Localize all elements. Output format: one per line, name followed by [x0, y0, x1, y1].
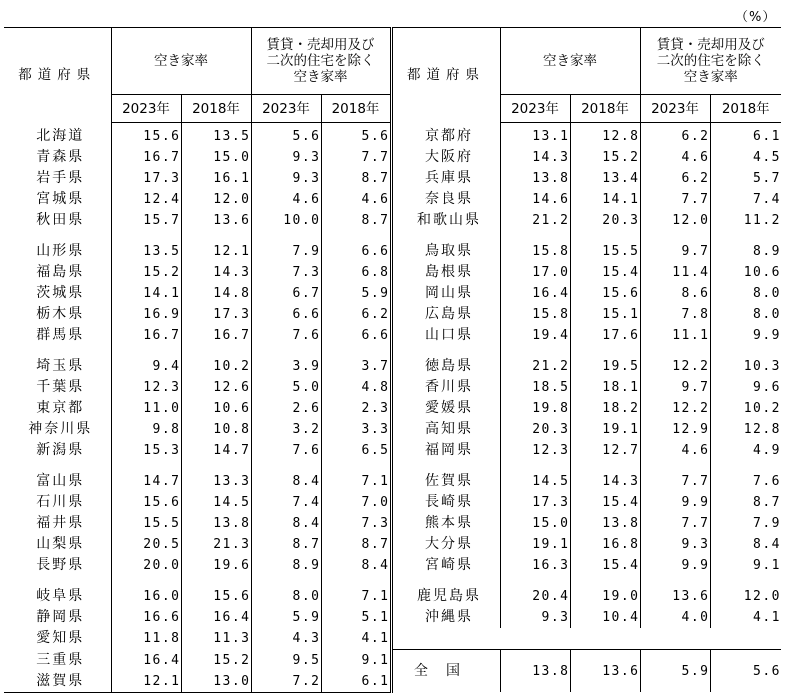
- vacancy-2018: 15.0: [181, 147, 251, 168]
- vacancy-2023: 16.4: [500, 283, 570, 304]
- excluding-2023: 12.0: [640, 210, 710, 231]
- excluding-2018: 6.2: [321, 304, 391, 325]
- table-row: [4, 304, 781, 325]
- unit-label: （%）: [735, 10, 777, 25]
- excluding-2023: 8.4: [251, 461, 321, 492]
- prefecture-name: 三重県: [36, 651, 85, 668]
- header-prefecture-right: 都道府県: [391, 28, 500, 123]
- excluding-2018: 3.7: [321, 346, 391, 377]
- vacancy-2018: 15.4: [570, 262, 640, 283]
- vacancy-2018: 19.1: [570, 419, 640, 440]
- excluding-2023: 5.6: [251, 123, 321, 148]
- excluding-2023: 7.6: [251, 440, 321, 461]
- excluding-2018: 8.0: [710, 304, 781, 325]
- excluding-2023: 11.1: [640, 325, 710, 346]
- excluding-2018: 8.7: [321, 210, 391, 231]
- vacancy-2018: 11.3: [181, 628, 251, 650]
- prefecture-name: 群馬県: [36, 327, 85, 343]
- vacancy-2018: 12.7: [570, 440, 640, 461]
- vacancy-2018: 14.3: [570, 461, 640, 492]
- excluding-2023: 6.6: [251, 304, 321, 325]
- vacancy-2023: 15.2: [111, 262, 181, 283]
- table-row: [4, 147, 781, 168]
- vacancy-2018: 16.4: [181, 607, 251, 628]
- excluding-2023: 7.9: [251, 231, 321, 262]
- excluding-2023: 8.6: [640, 283, 710, 304]
- excluding-2018: 8.4: [321, 555, 391, 576]
- vacancy-2023: 20.4: [500, 576, 570, 607]
- header-year-2023: 2023年: [640, 95, 710, 123]
- excluding-2023: 9.7: [640, 377, 710, 398]
- vacancy-2023: 11.0: [111, 398, 181, 419]
- excluding-2018: 7.9: [710, 513, 781, 534]
- excluding-2023: 5.9: [251, 607, 321, 628]
- vacancy-2018: 19.6: [181, 555, 251, 576]
- table-row: [4, 262, 781, 283]
- prefecture-name: 鳥取県: [391, 231, 500, 262]
- table-row: [4, 377, 781, 398]
- table-row: [4, 650, 781, 671]
- vacancy-2023: 17.0: [500, 262, 570, 283]
- header-excluding-rate-left: 賃貸・売却用及び 二次的住宅を除く 空き家率: [251, 28, 391, 95]
- vacancy-2023: 12.3: [500, 440, 570, 461]
- excluding-2023: 9.9: [640, 555, 710, 576]
- excluding-2018: 2.3: [321, 398, 391, 419]
- excluding-2018: 8.4: [710, 534, 781, 555]
- excluding-2018: 4.6: [321, 189, 391, 210]
- excluding-2023: 7.2: [251, 671, 321, 693]
- excluding-2018: 12.0: [710, 576, 781, 607]
- table-body: [4, 123, 781, 693]
- vacancy-2023: 20.5: [111, 534, 181, 555]
- prefecture-name: 大分県: [391, 534, 500, 555]
- excluding-2023: 4.3: [251, 628, 321, 650]
- vacancy-2023: 14.6: [500, 189, 570, 210]
- excluding-2023: 12.9: [640, 419, 710, 440]
- national-excluding-2018: 5.6: [710, 650, 781, 693]
- table-row: [4, 346, 781, 377]
- table-row: [4, 607, 781, 628]
- vacancy-2023: 15.8: [500, 231, 570, 262]
- excluding-2018: 7.3: [321, 513, 391, 534]
- vacancy-2018: 14.5: [181, 492, 251, 513]
- table-row: [4, 210, 781, 231]
- excluding-2023: 7.7: [640, 189, 710, 210]
- prefecture-name: 北海道: [36, 127, 85, 144]
- prefecture-name: 長崎県: [391, 492, 500, 513]
- vacancy-2023: 18.5: [500, 377, 570, 398]
- table-row: [4, 534, 781, 555]
- vacancy-2023: 14.7: [111, 461, 181, 492]
- blank-cell: [391, 628, 781, 650]
- excluding-2018: 7.4: [710, 189, 781, 210]
- vacancy-2018: 16.7: [181, 325, 251, 346]
- excluding-2018: 6.1: [321, 671, 391, 693]
- prefecture-name: 広島県: [391, 304, 500, 325]
- table-row: [4, 440, 781, 461]
- header-year-2018: 2018年: [710, 95, 781, 123]
- vacancy-2018: 14.7: [181, 440, 251, 461]
- prefecture-name: 宮城県: [36, 191, 85, 207]
- excluding-2023: 9.3: [251, 168, 321, 189]
- table-row: [4, 419, 781, 440]
- prefecture-name: 富山県: [36, 473, 85, 489]
- excluding-2023: 2.6: [251, 398, 321, 419]
- excluding-2023: 8.0: [251, 576, 321, 607]
- excluding-2018: 12.8: [710, 419, 781, 440]
- table-row: [4, 283, 781, 304]
- excluding-2023: 11.4: [640, 262, 710, 283]
- table-row: [4, 555, 781, 576]
- vacancy-2018: 13.8: [570, 513, 640, 534]
- prefecture-name: 山梨県: [36, 536, 85, 552]
- vacancy-2023: 16.0: [111, 576, 181, 607]
- excluding-2018: 5.9: [321, 283, 391, 304]
- header-vacancy-rate-left: 空き家率: [111, 28, 251, 95]
- vacancy-2018: 14.1: [570, 189, 640, 210]
- prefecture-name: 栃木県: [36, 306, 85, 322]
- vacancy-2023: 16.7: [111, 325, 181, 346]
- vacancy-2018: 12.6: [181, 377, 251, 398]
- header-year-2018: 2018年: [181, 95, 251, 123]
- vacancy-2023: 9.4: [111, 346, 181, 377]
- vacancy-2023: 20.3: [500, 419, 570, 440]
- prefecture-name: 香川県: [391, 377, 500, 398]
- excluding-2023: 12.2: [640, 398, 710, 419]
- vacancy-2018: 10.4: [570, 607, 640, 628]
- vacancy-2023: 21.2: [500, 346, 570, 377]
- vacancy-2023: 15.5: [111, 513, 181, 534]
- table-row: [4, 576, 781, 607]
- excluding-2018: 5.1: [321, 607, 391, 628]
- prefecture-name: 熊本県: [391, 513, 500, 534]
- excluding-2018: 8.7: [321, 168, 391, 189]
- header-vacancy-rate-right: 空き家率: [500, 28, 640, 95]
- vacancy-2018: 13.6: [181, 210, 251, 231]
- vacancy-2023: 12.1: [111, 671, 181, 693]
- vacancy-2018: 13.5: [181, 123, 251, 148]
- table-row: [4, 461, 781, 492]
- table-row: [4, 628, 781, 650]
- national-vacancy-2018: 13.6: [570, 650, 640, 693]
- vacancy-2023: 12.3: [111, 377, 181, 398]
- excluding-2018: 8.7: [321, 534, 391, 555]
- prefecture-name: 神奈川県: [28, 421, 93, 437]
- prefecture-name: 大阪府: [391, 147, 500, 168]
- excluding-2023: 13.6: [640, 576, 710, 607]
- header-year-2023: 2023年: [111, 95, 181, 123]
- vacancy-2018: 15.4: [570, 492, 640, 513]
- prefecture-name: 島根県: [391, 262, 500, 283]
- vacancy-2023: 19.4: [500, 325, 570, 346]
- prefecture-name: 長野県: [36, 557, 85, 573]
- excluding-2018: 6.8: [321, 262, 391, 283]
- vacancy-2023: 13.1: [500, 123, 570, 148]
- prefecture-name: 宮崎県: [391, 555, 500, 576]
- prefecture-name: 和歌山県: [391, 210, 500, 231]
- vacancy-2023: 13.5: [111, 231, 181, 262]
- prefecture-name: 静岡県: [36, 609, 85, 625]
- header-year-2023: 2023年: [500, 95, 570, 123]
- excluding-2023: 7.8: [640, 304, 710, 325]
- vacancy-2018: 16.1: [181, 168, 251, 189]
- excluding-2018: 6.5: [321, 440, 391, 461]
- excluding-2018: 9.9: [710, 325, 781, 346]
- vacancy-2023: 14.1: [111, 283, 181, 304]
- excluding-2023: 9.5: [251, 650, 321, 671]
- excluding-2018: 8.9: [710, 231, 781, 262]
- vacancy-2023: 15.0: [500, 513, 570, 534]
- excluding-2018: 8.7: [710, 492, 781, 513]
- vacancy-2023: 17.3: [111, 168, 181, 189]
- prefecture-name: 青森県: [36, 149, 85, 165]
- excluding-2023: 4.6: [640, 440, 710, 461]
- vacancy-2018: 14.8: [181, 283, 251, 304]
- vacancy-2018: 13.8: [181, 513, 251, 534]
- vacancy-2023: 11.8: [111, 628, 181, 650]
- vacancy-2018: 13.0: [181, 671, 251, 693]
- national-excluding-2023: 5.9: [640, 650, 710, 693]
- prefecture-name: 秋田県: [36, 212, 85, 228]
- vacancy-2018: 18.1: [570, 377, 640, 398]
- prefecture-name: 新潟県: [36, 442, 85, 458]
- excluding-2023: 7.3: [251, 262, 321, 283]
- prefecture-name: 徳島県: [391, 346, 500, 377]
- vacancy-2018: 21.3: [181, 534, 251, 555]
- vacancy-2018: 15.6: [181, 576, 251, 607]
- header-prefecture-left: 都道府県: [4, 28, 111, 123]
- vacancy-2023: 20.0: [111, 555, 181, 576]
- prefecture-name: 東京都: [36, 400, 85, 416]
- vacancy-2018: 12.0: [181, 189, 251, 210]
- table-row: [4, 398, 781, 419]
- prefecture-name: 岩手県: [36, 170, 85, 186]
- vacancy-2023: 16.3: [500, 555, 570, 576]
- vacancy-2018: 10.2: [181, 346, 251, 377]
- vacancy-2023: 16.4: [111, 650, 181, 671]
- excluding-2023: 3.2: [251, 419, 321, 440]
- excluding-2018: 4.9: [710, 440, 781, 461]
- vacancy-2018: 15.2: [181, 650, 251, 671]
- prefecture-name: 滋賀県: [4, 671, 111, 693]
- vacancy-2023: 15.6: [111, 492, 181, 513]
- vacancy-2018: 14.3: [181, 262, 251, 283]
- excluding-2018: 10.3: [710, 346, 781, 377]
- excluding-2023: 8.4: [251, 513, 321, 534]
- prefecture-name: 愛媛県: [391, 398, 500, 419]
- header-year-2018: 2018年: [321, 95, 391, 123]
- vacancy-2018: 19.5: [570, 346, 640, 377]
- excluding-2023: 6.7: [251, 283, 321, 304]
- excluding-2018: 11.2: [710, 210, 781, 231]
- excluding-2023: 7.4: [251, 492, 321, 513]
- prefecture-name: 岐阜県: [36, 588, 85, 604]
- excluding-2018: 4.5: [710, 147, 781, 168]
- excluding-2018: 9.1: [321, 650, 391, 671]
- vacancy-2023: 15.3: [111, 440, 181, 461]
- vacancy-2018: 10.6: [181, 398, 251, 419]
- prefecture-name: 岡山県: [391, 283, 500, 304]
- excluding-2023: 10.0: [251, 210, 321, 231]
- vacancy-2023: 17.3: [500, 492, 570, 513]
- prefecture-name: 千葉県: [36, 379, 85, 395]
- excluding-2023: 4.0: [640, 607, 710, 628]
- national-vacancy-2023: 13.8: [500, 650, 570, 693]
- table-row: [4, 123, 781, 148]
- vacancy-2018: 13.4: [570, 168, 640, 189]
- prefecture-name: 福井県: [36, 515, 85, 531]
- vacancy-2023: 16.9: [111, 304, 181, 325]
- table-row: [4, 189, 781, 210]
- vacancy-2018: 19.0: [570, 576, 640, 607]
- prefecture-name: 高知県: [391, 419, 500, 440]
- excluding-2023: 7.7: [640, 461, 710, 492]
- vacancy-2023: 21.2: [500, 210, 570, 231]
- prefecture-name: 奈良県: [391, 189, 500, 210]
- excluding-2023: 9.7: [640, 231, 710, 262]
- vacancy-2023: 16.6: [111, 607, 181, 628]
- excluding-2018: 10.2: [710, 398, 781, 419]
- vacancy-2018: 20.3: [570, 210, 640, 231]
- excluding-2023: 9.9: [640, 492, 710, 513]
- vacancy-2018: 17.6: [570, 325, 640, 346]
- excluding-2018: 10.6: [710, 262, 781, 283]
- vacancy-2023: 9.3: [500, 607, 570, 628]
- vacancy-2018: 12.8: [570, 123, 640, 148]
- excluding-2018: 7.7: [321, 147, 391, 168]
- excluding-2023: 7.7: [640, 513, 710, 534]
- vacancy-2018: 10.8: [181, 419, 251, 440]
- vacancy-2018: 15.2: [570, 147, 640, 168]
- vacancy-2023: 15.7: [111, 210, 181, 231]
- excluding-2018: 9.1: [710, 555, 781, 576]
- vacancy-2023: 19.1: [500, 534, 570, 555]
- excluding-2018: 5.6: [321, 123, 391, 148]
- excluding-2018: 9.6: [710, 377, 781, 398]
- vacancy-2018: 15.5: [570, 231, 640, 262]
- prefecture-name: 佐賀県: [391, 461, 500, 492]
- excluding-2018: 6.6: [321, 231, 391, 262]
- excluding-2018: 6.6: [321, 325, 391, 346]
- excluding-2018: 7.6: [710, 461, 781, 492]
- table-row: [4, 231, 781, 262]
- vacancy-2023: 16.7: [111, 147, 181, 168]
- excluding-2023: 12.2: [640, 346, 710, 377]
- vacancy-2023: 9.8: [111, 419, 181, 440]
- prefecture-name: 福岡県: [391, 440, 500, 461]
- excluding-2018: 5.7: [710, 168, 781, 189]
- excluding-2018: 8.0: [710, 283, 781, 304]
- prefecture-name: 愛知県: [36, 630, 85, 647]
- prefecture-name: 沖縄県: [391, 607, 500, 628]
- excluding-2023: 8.9: [251, 555, 321, 576]
- excluding-2018: 6.1: [710, 123, 781, 148]
- excluding-2023: 6.2: [640, 123, 710, 148]
- vacancy-2018: 16.8: [570, 534, 640, 555]
- excluding-2023: 6.2: [640, 168, 710, 189]
- excluding-2018: 4.1: [710, 607, 781, 628]
- excluding-2023: 4.6: [251, 189, 321, 210]
- vacancy-2023: 15.8: [500, 304, 570, 325]
- excluding-2018: 4.1: [321, 628, 391, 650]
- vacancy-rate-table: [4, 27, 781, 693]
- vacancy-2018: 18.2: [570, 398, 640, 419]
- vacancy-2023: 14.5: [500, 461, 570, 492]
- excluding-2018: 7.1: [321, 461, 391, 492]
- vacancy-2018: 15.6: [570, 283, 640, 304]
- prefecture-name: 京都府: [391, 123, 500, 148]
- excluding-2023: 8.7: [251, 534, 321, 555]
- header-year-2018: 2018年: [570, 95, 640, 123]
- vacancy-2018: 12.1: [181, 231, 251, 262]
- prefecture-name: 埼玉県: [36, 358, 85, 374]
- prefecture-name: 兵庫県: [391, 168, 500, 189]
- vacancy-2018: 15.4: [570, 555, 640, 576]
- vacancy-2023: 15.6: [111, 123, 181, 148]
- prefecture-name: 山形県: [36, 243, 85, 259]
- vacancy-2023: 13.8: [500, 168, 570, 189]
- table-row: [4, 492, 781, 513]
- national-label: 全国: [391, 650, 500, 693]
- excluding-2018: 3.3: [321, 419, 391, 440]
- table-row: [4, 325, 781, 346]
- excluding-2023: 9.3: [251, 147, 321, 168]
- excluding-2018: 7.0: [321, 492, 391, 513]
- excluding-2023: 9.3: [640, 534, 710, 555]
- excluding-2018: 7.1: [321, 576, 391, 607]
- prefecture-name: 福島県: [36, 264, 85, 280]
- vacancy-2018: 17.3: [181, 304, 251, 325]
- excluding-2023: 4.6: [640, 147, 710, 168]
- vacancy-2018: 13.3: [181, 461, 251, 492]
- excluding-2023: 3.9: [251, 346, 321, 377]
- vacancy-2023: 12.4: [111, 189, 181, 210]
- vacancy-2018: 15.1: [570, 304, 640, 325]
- prefecture-name: 鹿児島県: [391, 576, 500, 607]
- header-year-2023: 2023年: [251, 95, 321, 123]
- prefecture-name: 石川県: [36, 494, 85, 510]
- prefecture-name: 山口県: [391, 325, 500, 346]
- excluding-2018: 4.8: [321, 377, 391, 398]
- excluding-2023: 5.0: [251, 377, 321, 398]
- table-row: [4, 168, 781, 189]
- excluding-2023: 7.6: [251, 325, 321, 346]
- vacancy-2023: 14.3: [500, 147, 570, 168]
- prefecture-name: 茨城県: [36, 285, 85, 301]
- vacancy-2023: 19.8: [500, 398, 570, 419]
- table-row: [4, 513, 781, 534]
- header-excluding-rate-right: 賃貸・売却用及び 二次的住宅を除く 空き家率: [640, 28, 781, 95]
